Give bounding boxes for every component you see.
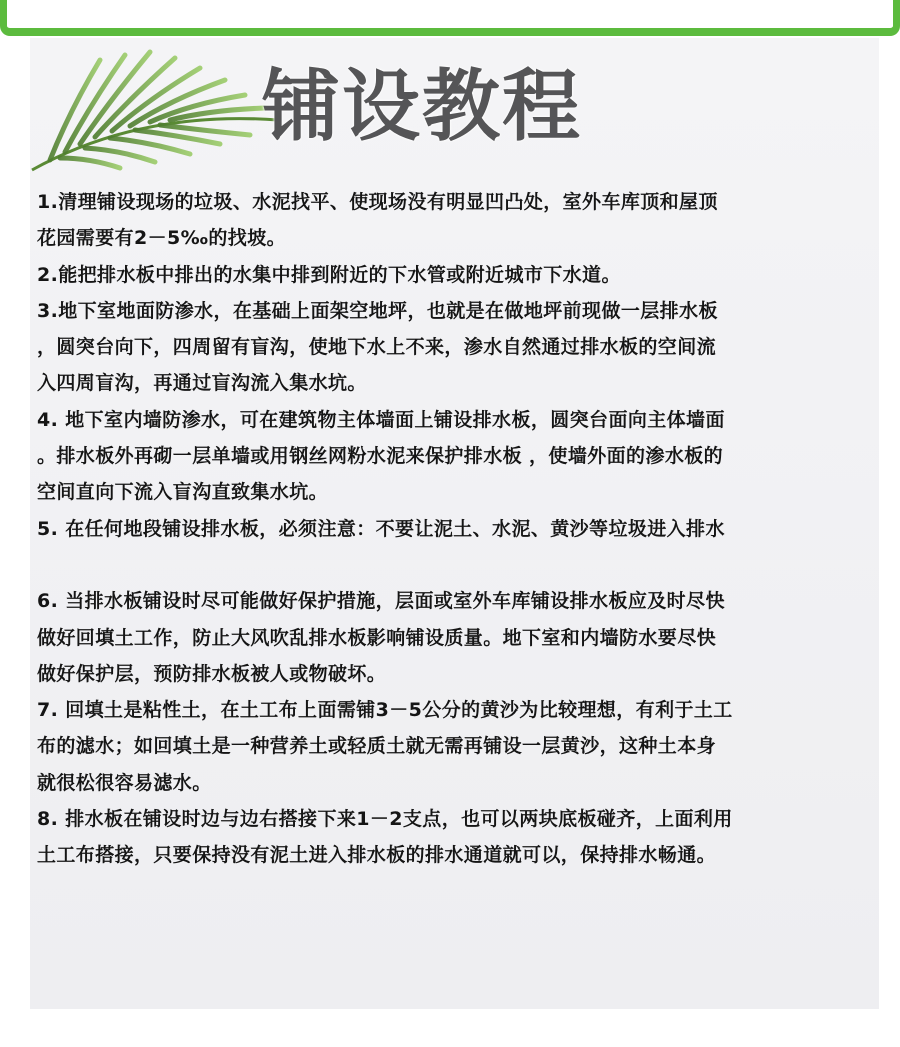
text-line: 。排水板外再砌一层单墙或用钢丝网粉水泥来保护排水板 ，使墙外面的渗水板的 — [37, 445, 724, 468]
text-line: 就很松很容易滤水。 — [37, 771, 212, 794]
text-line: 做好回填土工作，防止大风吹乱排水板影响铺设质量。地下室和内墙防水要尽快 — [37, 626, 717, 649]
page-title: 铺设教程 — [262, 62, 583, 152]
text-line: ，圆突台向下，四周留有盲沟，使地下水上不来，渗水自然通过排水板的空间流 — [37, 336, 717, 359]
blank-line — [37, 547, 877, 583]
tutorial-text — [37, 184, 877, 874]
text-line: 5. 在任何地段铺设排水板，必须注意：不要让泥土、水泥、黄沙等垃圾进入排水 — [37, 517, 725, 540]
text-line: 花园需要有2－5‰的找坡。 — [37, 227, 286, 250]
text-line: 6. 当排水板铺设时尽可能做好保护措施，层面或室外车库铺设排水板应及时尽快 — [37, 590, 725, 613]
text-line: 3.地下室地面防渗水，在基础上面架空地坪，也就是在做地坪前现做一层排水板 — [37, 299, 718, 322]
text-line: 土工布搭接，只要保持没有泥土进入排水板的排水通道就可以，保持排水畅通。 — [37, 844, 717, 867]
text-line: 布的滤水；如回填土是一种营养土或轻质土就无需再铺设一层黄沙，这种土本身 — [37, 735, 717, 758]
text-line: 空间直向下流入盲沟直致集水坑。 — [37, 481, 329, 504]
text-line: 做好保护层，预防排水板被人或物破坏。 — [37, 662, 387, 685]
text-line: 2.能把排水板中排出的水集中排到附近的下水管或附近城市下水道。 — [37, 263, 621, 286]
text-line: 1.清理铺设现场的垃圾、水泥找平、使现场没有明显凹凸处，室外车库顶和屋顶 — [37, 191, 718, 213]
text-line: 8. 排水板在铺设时边与边右搭接下来1－2支点，也可以两块底板碰齐，上面利用 — [37, 808, 733, 831]
palm-leaf-icon — [30, 40, 280, 175]
text-line: 入四周盲沟，再通过盲沟流入集水坑。 — [37, 372, 367, 395]
top-frame — [0, 0, 900, 38]
text-line: 4. 地下室内墙防渗水，可在建筑物主体墙面上铺设排水板，圆突台面向主体墙面 — [37, 408, 725, 431]
green-header-border — [0, 0, 900, 36]
text-line: 7. 回填土是粘性土，在土工布上面需铺3－5公分的黄沙为比较理想，有利于土工 — [37, 699, 733, 722]
